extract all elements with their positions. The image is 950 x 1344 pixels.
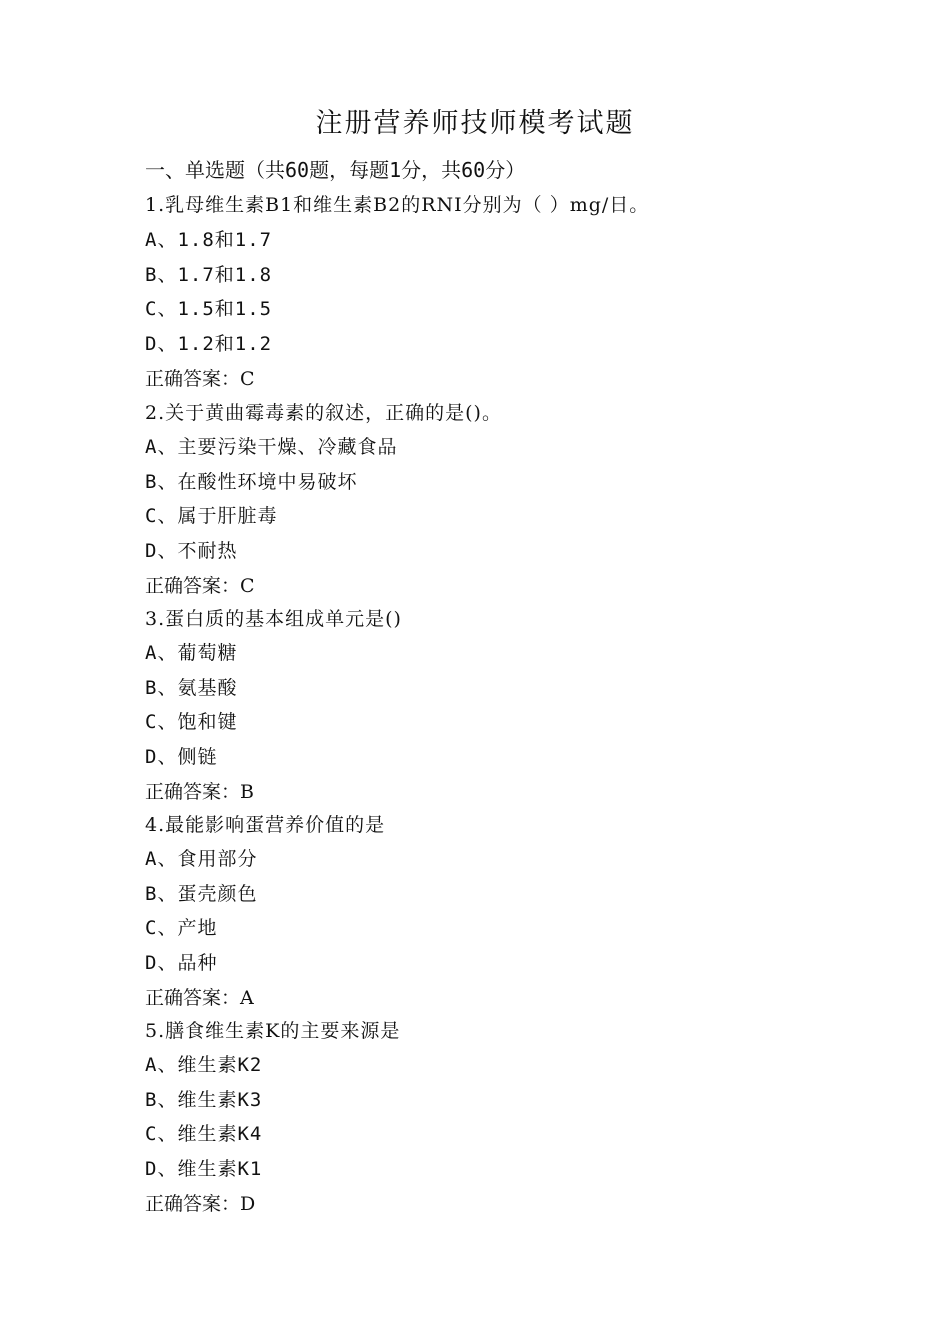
question-1-option-a: A、1.8和1.7 <box>145 229 273 251</box>
section-heading: 一、单选题（共60题，每题1分，共60分） <box>145 158 526 182</box>
question-4-stem: 4.最能影响蛋营养价值的是 <box>145 814 386 836</box>
question-2-stem: 2.关于黄曲霉毒素的叙述，正确的是()。 <box>145 402 502 424</box>
question-4-option-c: C、产地 <box>145 917 218 939</box>
question-3-option-a: A、葡萄糖 <box>145 642 238 664</box>
question-2-option-c: C、属于肝脏毒 <box>145 505 278 527</box>
page-title: 注册营养师技师模考试题 <box>315 108 635 139</box>
question-5-option-a: A、维生素K2 <box>145 1054 263 1076</box>
question-3-option-d: D、侧链 <box>145 746 218 768</box>
question-1-option-c: C、1.5和1.5 <box>145 298 273 320</box>
question-5-option-c: C、维生素K4 <box>145 1123 263 1145</box>
question-4-option-d: D、品种 <box>145 952 218 974</box>
question-1-answer: 正确答案：C <box>145 368 255 390</box>
question-4-option-a: A、食用部分 <box>145 848 258 870</box>
question-2-option-b: B、在酸性环境中易破坏 <box>145 471 358 493</box>
question-3-stem: 3.蛋白质的基本组成单元是() <box>145 608 402 630</box>
question-2-answer: 正确答案：C <box>145 575 255 597</box>
question-1-stem: 1.乳母维生素B1和维生素B2的RNI分别为（ ）mg/日。 <box>145 194 650 216</box>
question-5-answer: 正确答案：D <box>145 1193 256 1215</box>
question-3-option-c: C、饱和键 <box>145 711 238 733</box>
question-5-stem: 5.膳食维生素K的主要来源是 <box>145 1020 401 1042</box>
question-2-option-d: D、不耐热 <box>145 540 238 562</box>
question-2-option-a: A、主要污染干燥、冷藏食品 <box>145 436 398 458</box>
question-5-option-d: D、维生素K1 <box>145 1158 263 1180</box>
question-5-option-b: B、维生素K3 <box>145 1089 263 1111</box>
question-4-answer: 正确答案：A <box>145 987 254 1009</box>
question-1-option-b: B、1.7和1.8 <box>145 264 273 286</box>
question-1-option-d: D、1.2和1.2 <box>145 333 273 355</box>
question-4-option-b: B、蛋壳颜色 <box>145 883 258 905</box>
question-3-answer: 正确答案：B <box>145 781 254 803</box>
question-3-option-b: B、氨基酸 <box>145 677 238 699</box>
